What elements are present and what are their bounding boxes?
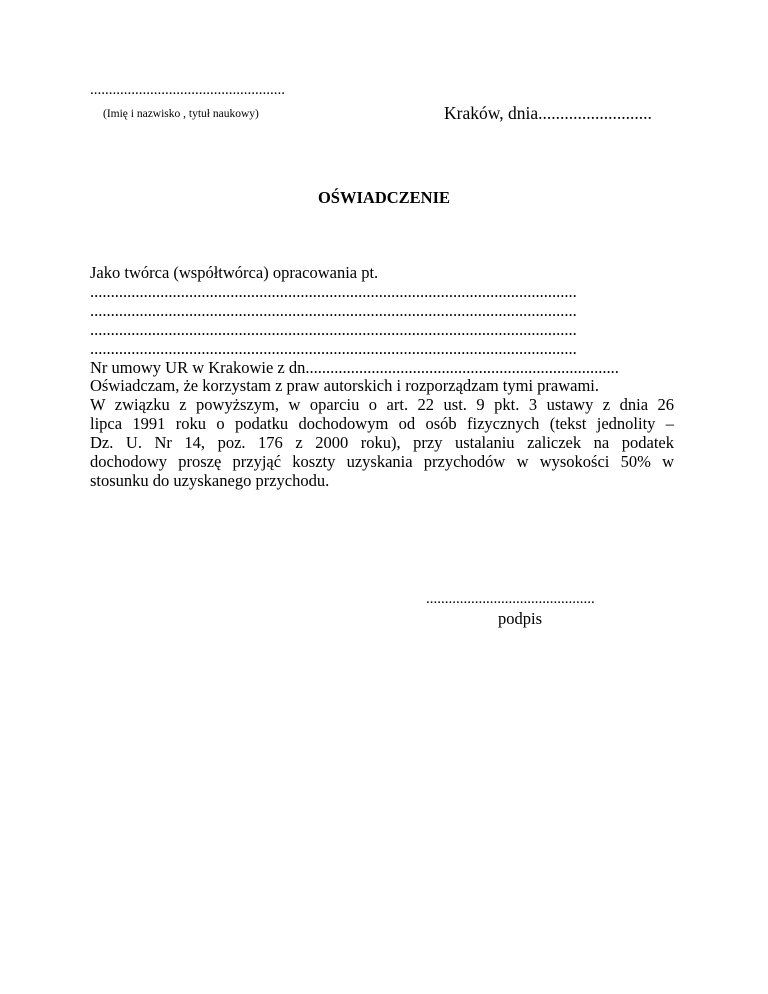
document-title: OŚWIADCZENIE <box>317 188 451 207</box>
name-caption: (Imię i nazwisko , tytuł naukowy) <box>103 108 259 120</box>
signature-dotted-line: ............................................. <box>426 591 595 607</box>
declaration-body <box>90 264 674 491</box>
paragraph-line-1: W związku z powyższym, w oparciu o art. 22 ust. 9 pkt. 3 ustawy z dnia 26 <box>90 395 674 415</box>
intro-line: Jako twórca (współtwórca) opracowania pt. <box>90 264 379 282</box>
dotted-line-1: ...................................................................................................................... <box>90 282 577 301</box>
paragraph-line-4: dochodowy proszę przyjąć koszty uzyskania przychodów w wysokości 50% w <box>90 452 674 472</box>
city-date-line: Kraków, dnia.......................... <box>444 103 652 123</box>
dotted-line-4: ...................................................................................................................... <box>90 339 577 358</box>
contract-line: Nr umowy UR w Krakowie z dn............................................................................ <box>90 358 619 377</box>
paragraph-line-3: Dz. U. Nr 14, poz. 176 z 2000 roku), przy ustalaniu zaliczek na podatek <box>90 433 674 453</box>
paragraph-line-5: stosunku do uzyskanego przychodu. <box>90 470 330 490</box>
declaration-line: Oświadczam, że korzystam z praw autorskich i rozporządzam tymi prawami. <box>90 377 600 396</box>
paragraph-line-2: lipca 1991 roku o podatku dochodowym od osób fizycznych (tekst jednolity – <box>90 414 674 434</box>
name-dotted-line: .................................................... <box>90 82 285 98</box>
dotted-line-3: ...................................................................................................................... <box>90 320 577 339</box>
signature-label: podpis <box>498 609 543 628</box>
dotted-line-2: ...................................................................................................................... <box>90 301 577 320</box>
